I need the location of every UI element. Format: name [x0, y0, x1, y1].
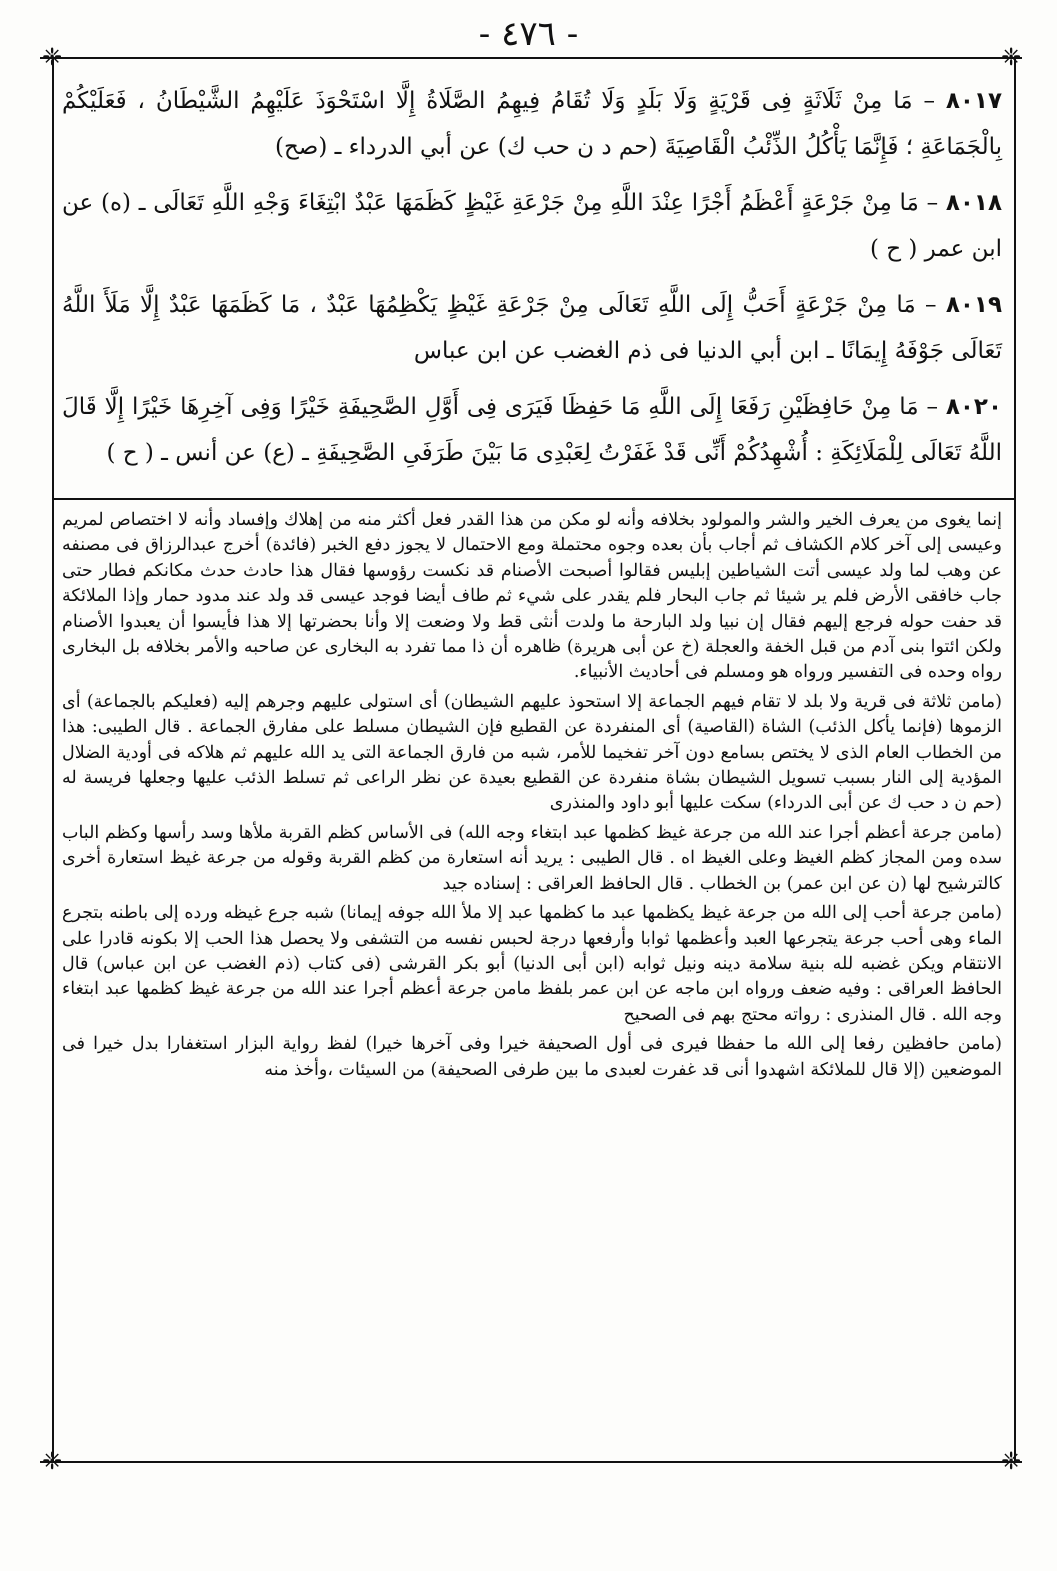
hadith-entry — [62, 78, 1002, 170]
commentary-paragraph: (مامن حافظين رفعا إلى الله ما حفظا فيرى فى أول الصحيفة خيرا وفى آخرها خيرا) لفظ رواية البزار استغفارا بدل خيرا فى الموضعين (إلا قال للملائكة اشهدوا أنى قد غفرت لعبدى ما بين طرفى الصحيفة) من السيئات ،وأخذ منه — [62, 1034, 1002, 1080]
hadith-number: ٨٠١٩ — [945, 292, 1003, 318]
hadith-text: – مَا مِنْ ثَلَاثَةٍ فِى قَرْيَةٍ وَلَا بَلَدٍ وَلَا تُقَامُ فِيهِمُ الصَّلَاةُ إِلَّا اسْتَحْوَذَ عَلَيْهِمُ الشَّيْطَانُ ، فَعَلَيْكُمْ بِالْجَمَاعَةِ ؛ فَإِنَّمَا يَأْكُلُ الذِّئْبُ الْقَاصِيَةَ (حم د ن حب ك) عن أبي الدرداء ـ (صح) — [62, 88, 1002, 160]
top-border-line — [40, 57, 1022, 59]
hadith-number: ٨٠٢٠ — [945, 394, 1003, 420]
hadith-number: ٨٠١٨ — [945, 190, 1003, 216]
hadith-number: ٨٠١٧ — [945, 88, 1002, 114]
commentary-paragraph: (مامن جرعة أعظم أجرا عند الله من جرعة غيظ كظمها عبد ابتغاء وجه الله) فى الأساس كظم القربة ملأها وسد رأسها وكظم الباب سده ومن المجاز كظم الغيظ وعلى الغيظ اه . قال الطيبى : يريد أنه استعارة من كظم القربة وقوله من جرعة غيظ استعارة أخرى كالترشيح لها (ن عن ابن عمر) بن الخطاب . قال الحافظ العراقى : إسناده جيد — [62, 822, 1002, 894]
hadith-entry — [62, 282, 1002, 374]
commentary-paragraph: (مامن جرعة أحب إلى الله من جرعة غيظ يكظمها عبد ما كظمها عبد إلا ملأ الله جوفه إيمانا) شبه جرع غيظه ورده إلى باطنه بتجرع الماء وهى أحب جرعة يتجرعها العبد وأعظمها ثوابا وأرفعها درجة لحبس نفسه من التشفى ولا يحصل هذا الحب إلا بكونه قادرا على الانتقام ويكن غضبه لله بنية سلامة دينه ونيل ثوابه (ابن أبى الدنيا) أبو بكر القرشى (فى كتاب (ذم الغضب عن ابن عباس) قال الحافظ العراقى : وفيه ضعف ورواه ابن ماجه عن ابن عمر بلفظ مامن جرعة أعظم أجرا عند الله من جرعة غيظ كظمها عبد ابتغاء وجه الله . قال المنذرى : رواته محتج بهم فى الصحيح — [62, 903, 1002, 1025]
commentary-section — [62, 508, 1002, 1087]
hadith-entry — [62, 384, 1002, 476]
corner-ornament-icon: ❈ — [41, 1447, 63, 1475]
corner-ornament-icon: ❈ — [1000, 43, 1022, 71]
hadith-entry — [62, 180, 1002, 272]
hadith-text: – مَا مِنْ جَرْعَةٍ أَعْظَمُ أَجْرًا عِنْدَ اللَّهِ مِنْ جَرْعَةِ غَيْظٍ كَظَمَهَا عَبْدٌ ابْتِغَاءَ وَجْهِ اللَّهِ تَعَالَى ـ (ه) عن ابن عمر ( ح ) — [62, 190, 1002, 262]
section-divider — [52, 498, 1014, 500]
commentary-paragraph: (مامن ثلاثة فى قرية ولا بلد لا تقام فيهم الجماعة إلا استحوذ عليهم الشيطان) أى استولى عليهم وجرهم إليه (فعليكم بالجماعة) أى الزموها (فإنما يأكل الذئب) الشاة (القاصية) أى المنفردة عن القطيع فإن الشيطان مسلط على مفارق الجماعة . قال الطيبى: هذا من الخطاب العام الذى لا يختص بسامع دون آخر تفخيما للأمر، شبه من فارق الجماعة التى يد الله عليهم ثم هلاكه فى أودية الضلال المؤدية إلى النار بسبب تسويل الشيطان بشاة منفردة عن القطيع بعيدة عن نظر الراعى ثم تسلط الذئب عليها وجعلها فريسة له (حم ن د حب ك عن أبى الدرداء) سكت عليها أبو داود والمنذرى — [62, 691, 1002, 814]
corner-ornament-icon: ❈ — [41, 43, 63, 71]
hadith-text: – مَا مِنْ جَرْعَةٍ أَحَبُّ إِلَى اللَّهِ تَعَالَى مِنْ جَرْعَةِ غَيْظٍ يَكْظِمُهَا عَبْدٌ ، مَا كَظَمَهَا عَبْدٌ إِلَّا مَلَأَ اللَّهُ تَعَالَى جَوْفَهُ إِيمَانًا ـ ابن أبي الدنيا فى ذم الغضب عن ابن عباس — [62, 292, 1002, 364]
corner-ornament-icon: ❈ — [1000, 1447, 1022, 1475]
commentary-paragraph: إنما يغوى من يعرف الخير والشر والمولود بخلافه وأنه لو مكن من هذا القدر فعل أكثر منه من إهلاك وإفساد وأنه لا اختصاص لمريم وعيسى إلى آخر كلام الكشاف ثم أجاب بأن بعده وجوه محتملة ومع الاحتمال لا يجوز دفع الخبر (فائدة) أخرج عبدالرزاق فى مصنفه عن وهب لما ولد عيسى أتت الشياطين إبليس فقالوا أصبحت الأصنام قد نكست رؤوسها فقال هذا حادث حدث مكانكم فطار حتى جاب خافقى الأرض فلم ير شيئا ثم جاب البحار فلم يقدر على شيء ثم طاف أيضا فوجد عيسى قد ولد عند مدود حمار وإذا الملائكة قد حفت حوله فرجع إليهم فقال إن نبيا ولد البارحة ما ولدت أنثى قط ولا وضعت إلا وأنا بحضرتها إلا هذا فأيسوا أن يعبدوا الأصنام ولكن ائتوا بنى آدم من قبل الخفة والعجلة (خ عن أبى هريرة) ظاهره أن ذا مما تفرد به البخارى عن صاحبه والأمر بخلافه بل البخارى رواه وحده فى التفسير ورواه هو ومسلم فى أحاديث الأنبياء. — [62, 510, 1003, 683]
hadith-section — [62, 78, 1002, 486]
hadith-text: – مَا مِنْ حَافِظَيْنِ رَفَعَا إِلَى اللَّهِ مَا حَفِظَا فَيَرَى فِى أَوَّلِ الصَّحِيفَةِ خَيْرًا وَفِى آخِرِهَا خَيْرًا إِلَّا قَالَ اللَّهُ تَعَالَى لِلْمَلَائِكَةِ : أُشْهِدُكُمْ أَنِّى قَدْ غَفَرْتُ لِعَبْدِى مَا بَيْنَ طَرَفَىِ الصَّحِيفَةِ ـ (ع) عن أنس ـ ( ح ) — [62, 394, 1002, 466]
page-number: - ٤٧٦ - — [478, 14, 579, 54]
bottom-border-line — [40, 1461, 1022, 1463]
